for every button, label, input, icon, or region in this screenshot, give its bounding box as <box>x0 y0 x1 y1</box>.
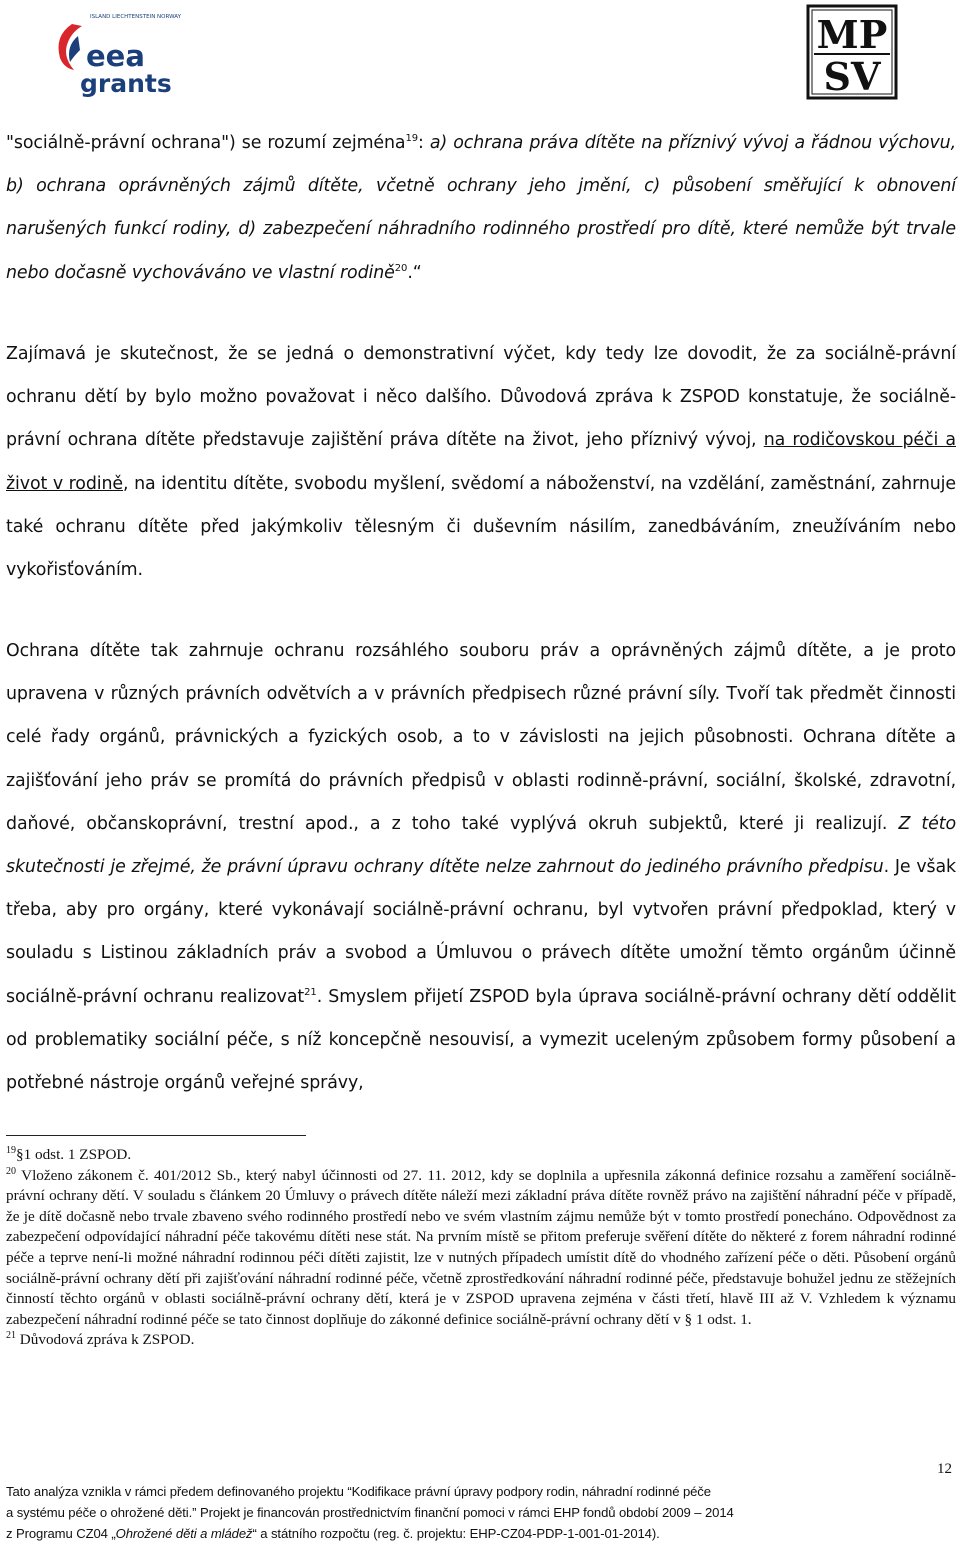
footnote-number: 20 <box>6 1165 16 1177</box>
footnote-separator <box>6 1135 306 1136</box>
footnotes <box>6 1145 956 1351</box>
text-run: “ a státního rozpočtu (reg. č. projektu: EHP-CZ04-PDP-1-001-01-2014). <box>252 1526 660 1541</box>
page-footer <box>6 1481 956 1544</box>
text-run: . Smyslem přijetí ZSPOD byla úprava sociálně-právní ochrany dětí oddělit od problematiky sociální péče, s níž koncepčně nesouvisí, a vymezit uceleným způsobem formy působení a potřebné nástroje orgánů veřejné správy, <box>6 986 956 1094</box>
footnote-text: Důvodová zpráva k ZSPOD. <box>16 1331 195 1349</box>
text-run: z Programu CZ04 „ <box>6 1526 116 1541</box>
text-run: .“ <box>407 262 422 283</box>
footnote-ref-21[interactable]: 21 <box>304 986 317 998</box>
paragraph-demonstrative-list <box>6 333 956 592</box>
paragraph-definition <box>6 122 956 295</box>
grants-logo-text: grants <box>80 69 172 98</box>
mpsv-logo-bottom: SV <box>823 54 881 99</box>
footer-line: Tato analýza vznikla v rámci předem definovaného projektu “Kodifikace právní úpravy podpory rodin, náhradní rodinné péče <box>6 1484 711 1499</box>
italic-text: Z této skutečnosti je zřejmé, že právní úpravu ochrany dítěte nelze zahrnout do jediného právního předpisu <box>6 813 956 878</box>
footnote-text: §1 odst. 1 ZSPOD. <box>16 1146 132 1163</box>
italic-quote: a) ochrana práva dítěte na příznivý vývoj a řádnou výchovu, b) ochrana oprávněných zájmů dítěte, včetně ochrany jeho jmění, c) působení směřující k obnovení narušených funkcí rodiny, d) zabezpečení náhradního rodinného prostředí pro dítě, které nemůže být trvale nebo dočasně vychováváno ve vlastní rodině <box>6 133 957 283</box>
text-run: , na identitu dítěte, svobodu myšlení, svědomí a náboženství, na vzdělání, zaměstnání, zahrnuje také ochranu dítěte před jakýmkoliv tělesným či duševním násilím, zanedbáváním, zneužíváním nebo vykořisťováním. <box>6 473 956 581</box>
underlined-text: na rodičovskou péči a život v rodině <box>6 430 956 494</box>
eea-grants-logo <box>50 6 181 98</box>
footnote-number: 21 <box>6 1330 16 1342</box>
footnote-20 <box>6 1166 956 1331</box>
footnote-19 <box>6 1145 956 1166</box>
eea-logo-text: eea <box>86 39 145 73</box>
text-run: "sociálně-právní ochrana") se rozumí zejména <box>6 133 406 153</box>
text-run: : <box>418 133 430 153</box>
page-number: 12 <box>937 1461 952 1477</box>
eea-bird-icon <box>59 24 83 70</box>
footer-line <box>6 1523 956 1544</box>
mpsv-logo-top: MP <box>816 12 888 57</box>
footnote-ref-20[interactable]: 20 <box>394 262 408 274</box>
italic-text: Ohrožené děti a mládež <box>115 1526 253 1541</box>
eea-country-names: ISLAND LIECHTENSTEIN NORWAY <box>90 14 181 20</box>
footnote-number: 19 <box>6 1144 16 1156</box>
footnote-text: Vloženo zákonem č. 401/2012 Sb., který nabyl účinnosti od 27. 11. 2012, kdy se doplnila a upřesnila zákonná definice rozsahu a zaměření sociálně-právní ochrany dětí. V souladu s článkem 20 Úmluvy o právech dítěte náleží mezi základní práva dítěte rovněž právo na zajištění náhradní péče v případě, že je dítě dočasně nebo trvale zbaveno svého rodinného prostředí nebo ve svém vlastním zájmu nemůže být v tomto prostředí ponecháno. Odpovědnost za zabezpečení odpovídající náhradní péče takovému dítěti nese stát. Na prvním místě se přitom preferuje svěření dítěte do některé z forem náhradní rodinné péče a teprve není-li možné náhradní rodinnou péči dítěti zajistit, lze v nutných případech umístit dítě do vhodného zařízení péče o děti. Působení orgánů sociálně-právní ochrany dětí při zajišťování náhradní rodinné péče, včetně zprostředkování náhradní rodinné péče, představuje bohužel jednu ze stěžejních činností těchto orgánů v oblasti sociálně-právní ochrany dětí, která je v ZSPOD upravena zejména v části třetí, hlavě III až V. Vzhledem k významu zabezpečení náhradní rodinné péče se tato činnost doplňuje do zákonné definice sociálně-právní ochrany dětí v § 1 odst. 1. <box>6 1166 956 1328</box>
text-run: . Je však třeba, aby pro orgány, které vykonávají sociálně-právní ochranu, byl vytvořen právní předpoklad, který v souladu s Listinou základních práv a svobod a Úmluvou o právech dítěte umožní těmto orgánům účinně sociálně-právní ochranu realizovat <box>6 857 957 1007</box>
text-run: Zajímavá je skutečnost, že se jedná o demonstrativní výčet, kdy tedy lze dovodit, že za sociálně-právní ochranu dětí by bylo možno považovat i něco dalšího. Důvodová zpráva k ZSPOD konstatuje, že sociálně-právní ochrana dítěte představuje zajištění práva dítěte na život, jeho příznivý vývoj, <box>6 344 956 451</box>
footer-line: a systému péče o ohrožené děti.” Projekt je financován prostřednictvím finanční pomoci v rámci EHP fondů období 2009 – 2014 <box>6 1505 734 1520</box>
paragraph-child-protection <box>6 630 956 1105</box>
footnote-ref-19[interactable]: 19 <box>405 133 419 145</box>
text-run: Ochrana dítěte tak zahrnuje ochranu rozsáhlého souboru práv a oprávněných zájmů dítěte, a je proto upravena v různých právních odvětvích a v právních předpisech různé právní síly. Tvoří tak předmět činnosti celé řady orgánů, právnických a fyzických osob, a to v závislosti na jejich působnosti. Ochrana dítěte a zajišťování jeho práv se promítá do právních předpisů v oblasti rodinně-právní, sociální, školské, zdravotní, daňové, občanskoprávní, trestní apod., a z toho také vyplývá okruh subjektů, které ji realizují. <box>6 641 956 834</box>
footnote-21 <box>6 1330 956 1351</box>
mpsv-logo <box>806 4 898 100</box>
